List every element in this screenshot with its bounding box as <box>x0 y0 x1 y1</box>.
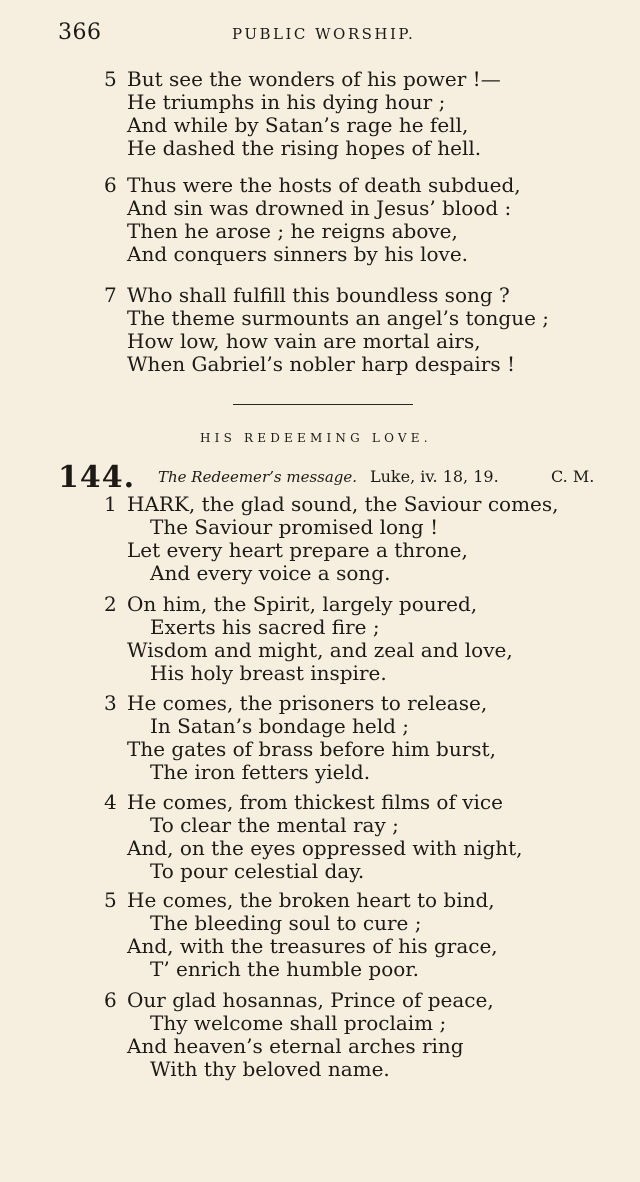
verse-line: Thus were the hosts of death subdued, <box>127 173 521 197</box>
verse-line: And, on the eyes oppressed with night, <box>127 836 523 860</box>
stanza <box>0 493 640 585</box>
hymn-heading <box>58 460 618 495</box>
section-divider <box>233 404 413 405</box>
stanza-number: 3 <box>104 691 117 715</box>
stanza-number: 5 <box>104 888 117 912</box>
verse-line: Who shall fulfill this boundless song ? <box>127 283 510 307</box>
verse-line: The bleeding soul to cure ; <box>150 911 422 935</box>
verse-line: Our glad hosannas, Prince of peace, <box>127 988 494 1012</box>
stanza <box>0 174 640 266</box>
verse-line: The theme surmounts an angel’s tongue ; <box>127 306 550 330</box>
verse-line: The gates of brass before him burst, <box>127 737 496 761</box>
verse-line: Thy welcome shall proclaim ; <box>150 1011 447 1035</box>
verse-line: Wisdom and might, and zeal and love, <box>127 638 513 662</box>
verse-line: When Gabriel’s nobler harp despairs ! <box>127 352 516 376</box>
verse-line: He comes, from thickest films of vice <box>127 790 503 814</box>
stanza-number: 4 <box>104 790 117 814</box>
scripture-reference: Luke, iv. 18, 19. <box>370 467 499 486</box>
verse-line: He comes, the prisoners to release, <box>127 691 488 715</box>
stanza <box>0 68 640 160</box>
section-title: HIS REDEEMING LOVE. <box>200 431 432 445</box>
stanza <box>0 692 640 784</box>
stanza-number: 2 <box>104 592 117 616</box>
stanza <box>0 791 640 883</box>
verse-line: His holy breast inspire. <box>150 661 387 685</box>
verse-line: And sin was drowned in Jesus’ blood : <box>127 196 512 220</box>
hymn-subject: The Redeemer’s message. <box>158 468 358 486</box>
verse-line: And every voice a song. <box>150 561 391 585</box>
hymn-meter: C. M. <box>551 467 595 486</box>
verse-line: The iron fetters yield. <box>150 760 371 784</box>
verse-line: The Saviour promised long ! <box>150 515 439 539</box>
stanza-number: 7 <box>104 283 117 307</box>
stanza <box>0 889 640 981</box>
stanza-number: 6 <box>104 173 117 197</box>
verse-line: To pour celestial day. <box>150 859 365 883</box>
stanza-number: 5 <box>104 67 117 91</box>
verse-line: On him, the Spirit, largely poured, <box>127 592 478 616</box>
verse-line: And while by Satan’s rage he fell, <box>127 113 469 137</box>
verse-line: How low, how vain are mortal airs, <box>127 329 481 353</box>
verse-line: In Satan’s bondage held ; <box>150 714 410 738</box>
verse-line: Then he arose ; he reigns above, <box>127 219 458 243</box>
hymn-number: 144. <box>58 460 136 495</box>
verse-line: T’ enrich the humble poor. <box>150 957 420 981</box>
verse-line: But see the wonders of his power !— <box>127 67 501 91</box>
stanza <box>0 284 640 376</box>
verse-line: To clear the mental ray ; <box>150 813 399 837</box>
verse-line: He triumphs in his dying hour ; <box>127 90 446 114</box>
verse-line: And heaven’s eternal arches ring <box>127 1034 464 1058</box>
verse-line: He comes, the broken heart to bind, <box>127 888 495 912</box>
verse-line: HARK, the glad sound, the Saviour comes, <box>127 492 559 516</box>
verse-line: Exerts his sacred fire ; <box>150 615 380 639</box>
stanza-number: 1 <box>104 492 117 516</box>
verse-line: He dashed the rising hopes of hell. <box>127 136 482 160</box>
stanza <box>0 593 640 685</box>
running-title: PUBLIC WORSHIP. <box>232 25 416 43</box>
verse-line: And, with the treasures of his grace, <box>127 934 498 958</box>
verse-line: Let every heart prepare a throne, <box>127 538 468 562</box>
page-number: 366 <box>58 20 102 45</box>
verse-line: With thy beloved name. <box>150 1057 390 1081</box>
stanza-number: 6 <box>104 988 117 1012</box>
verse-line: And conquers sinners by his love. <box>127 242 469 266</box>
stanza <box>0 989 640 1081</box>
